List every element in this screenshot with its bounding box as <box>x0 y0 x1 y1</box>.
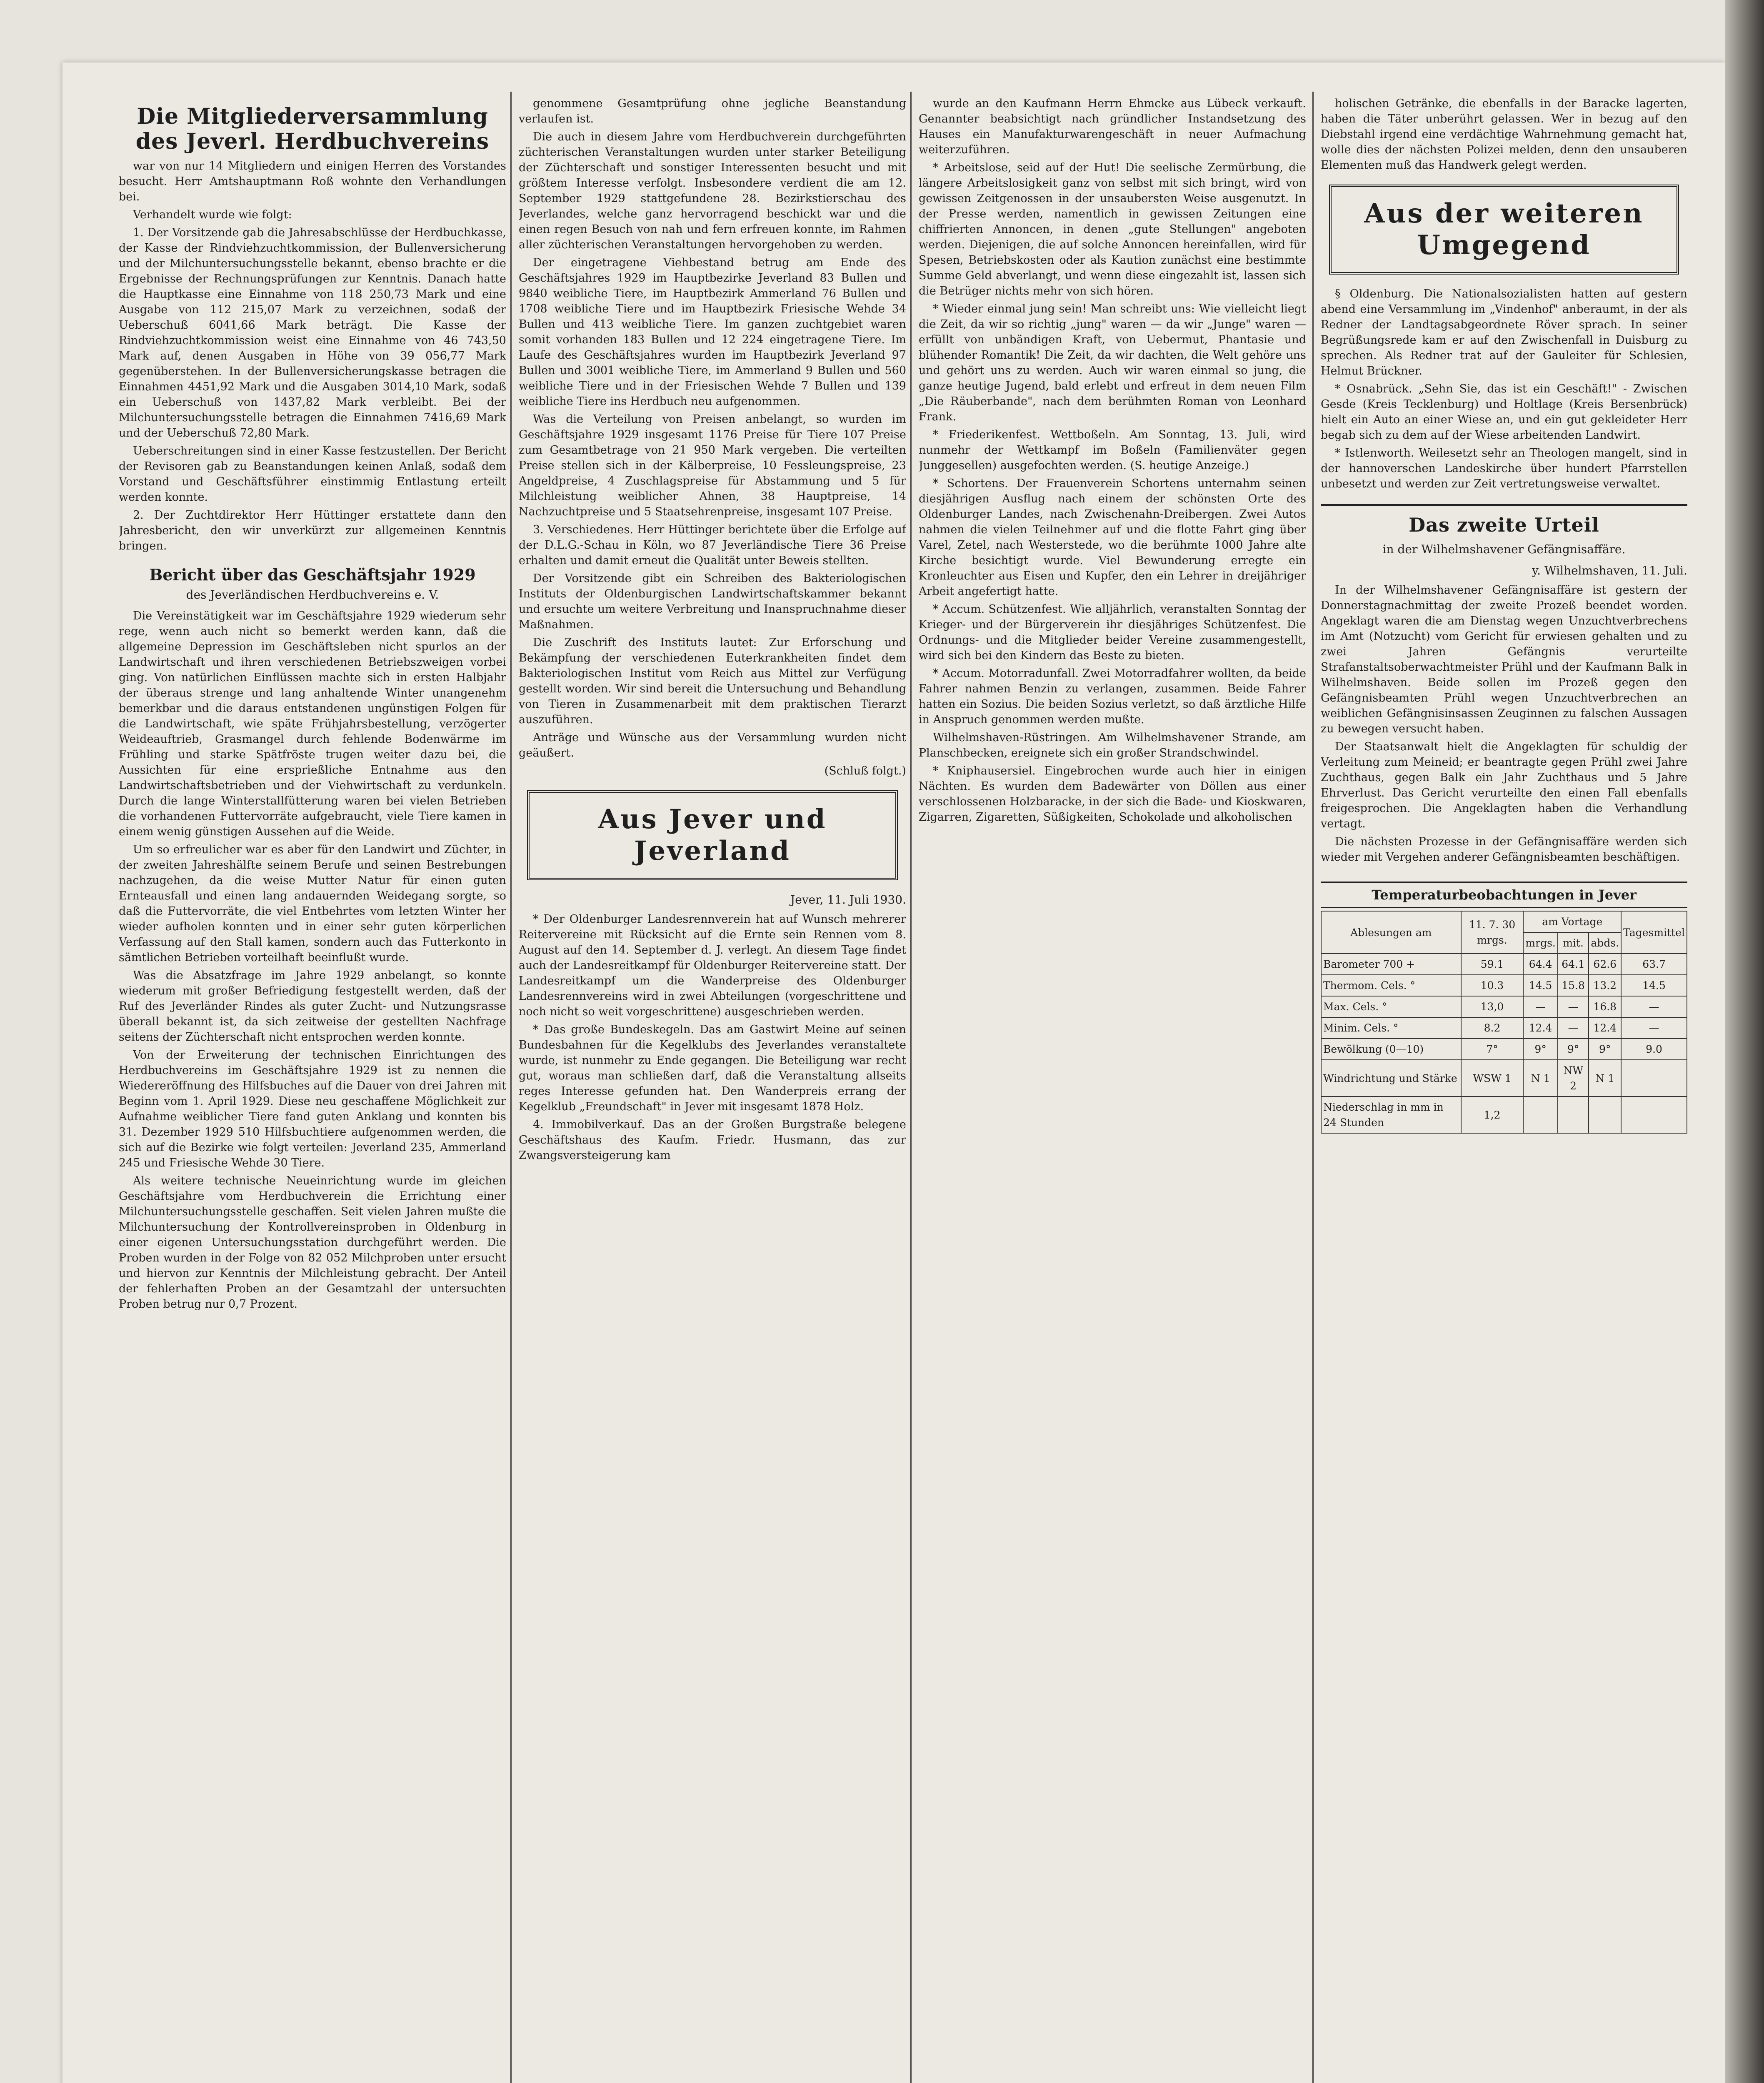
table-header: abds. <box>1589 932 1621 954</box>
paragraph: Der eingetragene Viehbestand betrug am Ende des Geschäftsjahres 1929 im Hauptbezirke Jeverland 83 Bullen und 9840 weibliche Tiere, im Hauptbezirk Ammerland 76 Bullen und 1708 weibliche Tiere und im Hauptbezirk Friesische Wehde 34 Bullen und 413 weibliche Tiere. Im ganzen zuchtgebiet waren somit vorhanden 183 Bullen und 12 224 eingetragene Tiere. Im Laufe des Geschäftsjahres wurden im Hauptbezirk Jeverland 97 Bullen und 3001 weibliche Tiere, im Ammerland 9 Bullen und 560 weibliche Tiere und in der Friesischen Wehde 7 Bullen und 139 weibliche Tiere ins Herdbuch neu aufgenommen. <box>519 256 906 408</box>
dateline: Jever, 11. Juli 1930. <box>790 893 906 907</box>
paragraph: genommene Gesamtprüfung ohne jegliche Beanstandung verlaufen ist. <box>519 97 906 125</box>
table-cell: 13,0 <box>1461 996 1524 1017</box>
headline: Das zweite Urteil <box>1321 504 1687 537</box>
table-cell: 12.4 <box>1589 1017 1621 1039</box>
dateline: y. Wilhelmshaven, 11. Juli. <box>1532 564 1687 577</box>
paragraph: Die Zuschrift des Instituts lautet: Zur Erforschung und Bekämpfung der verschiedenen Euterkrankheiten findet dem Bakteriologischen Institut vom Reich aus Mittel zur Verfügung gestellt worden. Wir sind bereit die Untersuchung und Behandlung von Tieren in Zusammenarbeit mit dem praktischen Tierarzt auszuführen. <box>519 636 906 726</box>
table-cell: — <box>1523 996 1557 1017</box>
paragraph: * Kniphausersiel. Eingebrochen wurde auch hier in einigen Nächten. Es wurden dem Badewärter von Döllen aus einer verschlossenen Holzbaracke, in der sich die Bade- und Kioskwaren, Zigarren, Zigaretten, Süßigkeiten, Schokolade und alkoholischen <box>919 764 1306 824</box>
table-cell: — <box>1621 1017 1687 1039</box>
table-cell: Windrichtung und Stärke <box>1321 1060 1461 1096</box>
table-cell: — <box>1558 996 1589 1017</box>
table-row <box>1321 1017 1687 1039</box>
table-cell <box>1558 1096 1589 1133</box>
table-cell: 9° <box>1558 1039 1589 1060</box>
section-box-title: Aus Jever und Jeverland <box>527 790 898 880</box>
weather-table <box>1321 911 1687 1134</box>
paragraph: 3. Verschiedenes. Herr Hüttinger berichtete über die Erfolge auf der D.L.G.-Schau in Köln, wo 87 Jeverländische Tiere 36 Preise erhalten und damit erneut die Qualität unter Beweis stellten. <box>519 523 906 567</box>
paragraph: Was die Absatzfrage im Jahre 1929 anbelangt, so konnte wiederum mit großer Befriedigung festgestellt werden, daß der Ruf des Jeverländer Rindes als guter Zucht- und Nutzungsrasse überall bekannt ist, da sich zeitweise der gestellten Nachfrage seitens der Züchterschaft nicht entsprochen werden konnte. <box>119 969 506 1044</box>
table-header: mrgs. <box>1523 932 1557 954</box>
paragraph: 1. Der Vorsitzende gab die Jahresabschlüsse der Herdbuchkasse, der Kasse der Rindviehzuchtkommission, der Bullenversicherung und der Milchuntersuchungsstelle bekannt, ebenso brachte er die Ergebnisse der Rechnungsprüfungen zur Kenntnis. Danach hatte die Hauptkasse eine Einnahme von 118 250,73 Mark und eine Ausgabe von 112 215,07 Mark zu verzeichnen, sodaß der Ueberschuß 6041,66 Mark beträgt. Die Kasse der Rindviehzuchtkommission weist eine Einnahme von 46 743,50 Mark auf, denen Ausgaben in Höhe von 39 056,77 Mark gegenüberstehen. In der Bullenversicherungskasse betragen die Einnahmen 4451,92 Mark und die Ausgaben 3014,10 Mark, sodaß ein Ueberschuß von 1437,82 Mark verbleibt. Bei der Milchuntersuchungsstelle betragen die Einnahmen 7416,69 Mark und der Ueberschuß 72,80 Mark. <box>119 226 506 440</box>
table-cell <box>1523 1096 1557 1133</box>
table-row <box>1321 1060 1687 1096</box>
paragraph: Die nächsten Prozesse in der Gefängnisaffäre werden sich wieder mit Vergehen anderer Gefängnisbeamten beschäftigen. <box>1321 835 1687 864</box>
paragraph: Von der Erweiterung der technischen Einrichtungen des Herdbuchvereins im Geschäftsjahre 1929 ist zu nennen die Wiedereröffnung des Hilfsbuches auf die Dauer von drei Jahren mit Beginn vom 1. April 1929. Diese neu geschaffene Möglichkeit zur Aufnahme weiblicher Tiere fand guten Anklang und konnten bis 31. Dezember 1929 510 Hilfsbuchtiere aufgenommen werden, die sich auf die Bezirke wie folgt verteilen: Jeverland 235, Ammerland 245 und Friesische Wehde 30 Tiere. <box>119 1049 506 1169</box>
table-cell: N 1 <box>1589 1060 1621 1096</box>
table-cell: — <box>1558 1017 1589 1039</box>
paragraph: Der Staatsanwalt hielt die Angeklagten für schuldig der Verleitung zum Meineid; er beantragte gegen Prühl zwei Jahre Zuchthaus, gegen Balk ein Jahr Zuchthaus und 5 Jahre Ehrverlust. Das Gericht verurteilte den einen Fall ebenfalls freigesprochen. Die Angeklagten haben die Verhandlung vertagt. <box>1321 740 1687 830</box>
table-cell: 59.1 <box>1461 954 1524 975</box>
table-cell: Bewölkung (0—10) <box>1321 1039 1461 1060</box>
paragraph: Was die Verteilung von Preisen anbelangt, so wurden im Geschäftsjahre 1929 insgesamt 1176 Preise für Tiere 107 Preise zum Gesamtbetrage von 21 950 Mark vergeben. Die verteilten Preise stellen sich in der Kälberpreise, 10 Fessleungspreise, 23 Angeldpreise, 4 Zuschlagspreise für Abstammung und 5 für Milchleistung weiblicher Ahnen, 38 Hauptpreise, 14 Nachzuchtpreise und 5 Staatsehrenpreise, insgesamt 107 Preise. <box>519 413 906 518</box>
continued-note: (Schluß folgt.) <box>824 764 906 777</box>
paragraph: * Accum. Motorradunfall. Zwei Motorradfahrer wollten, da beide Fahrer nahmen Benzin zu verlangen, zusammen. Beide Fahrer hatten ein Sozius. Die beiden Sozius verletzt, so daß ärztliche Hilfe in Anspruch genommen werden mußte. <box>919 667 1306 726</box>
table-cell: 7° <box>1461 1039 1524 1060</box>
paragraph: * Istlenworth. Weilesetzt sehr an Theologen mangelt, sind in der hannoverschen Landeskirche über hundert Pfarrstellen unbesetzt und werden zur Zeit vertretungsweise verwaltet. <box>1321 447 1687 490</box>
table-cell: 62.6 <box>1589 954 1621 975</box>
table-cell: Niederschlag in mm in 24 Stunden <box>1321 1096 1461 1133</box>
paragraph: Die Vereinstätigkeit war im Geschäftsjahre 1929 wiederum sehr rege, wenn auch nicht so bemerkt werden kann, daß die allgemeine Depression im Geschäftsleben nicht spurlos an der Landwirtschaft und ihren verschiedenen Betriebszweigen vorbei ging. Von natürlichen Einflüssen machte sich in ersten Halbjahr der überaus strenge und lang anhaltende Winter unangenehm bemerkbar und die daraus entstandenen ungünstigen Folgen für die Landwirtschaft, wie späte Frühjahrsbestellung, verzögerter Weideauftrieb, Grasmangel durch fehlende Bodenwärme im Frühling und starke Spätfröste trugen weiter dazu bei, die Aussichten für eine ersprießliche Entnahme aus den Landwirtschaftsbetrieben und der Viehwirtschaft zu verdunkeln. Durch die lange Winterstallfütterung waren bei vielen Betrieben die vorhandenen Futtervorräte aufgebraucht, viele Tiere kamen in einem wenig günstigen Aussehen auf die Weide. <box>119 609 506 838</box>
paragraph: holischen Getränke, die ebenfalls in der Baracke lagerten, haben die Täter unberührt gelassen. Wer in bezug auf den Diebstahl irgend eine verdächtige Wahrnehmung gemacht hat, wolle dies der nächsten Polizei melden, denn den unsauberen Elementen muß das Handwerk gelegt werden. <box>1321 97 1687 172</box>
subline: des Jeverländischen Herdbuchvereins e. V. <box>186 588 439 602</box>
table-cell: 63.7 <box>1621 954 1687 975</box>
table-cell: 16.8 <box>1589 996 1621 1017</box>
table-cell <box>1589 1096 1621 1133</box>
table-cell: 9° <box>1523 1039 1557 1060</box>
table-row <box>1321 1039 1687 1060</box>
table-cell: 9° <box>1589 1039 1621 1060</box>
paragraph: wurde an den Kaufmann Herrn Ehmcke aus Lübeck verkauft. Genannter beabsichtigt nach gründlicher Instandsetzung des Hauses ein Manufakturwarengeschäft in neuer Aufmachung weiterzuführen. <box>919 97 1306 156</box>
table-cell: 14.5 <box>1621 975 1687 996</box>
table-cell: Thermom. Cels. ° <box>1321 975 1461 996</box>
section-box-title: Aus der weiteren Umgegend <box>1329 185 1679 275</box>
paragraph: Verhandelt wurde wie folgt: <box>133 208 292 221</box>
table-cell <box>1621 1060 1687 1096</box>
paragraph: Als weitere technische Neueinrichtung wurde im gleichen Geschäftsjahre vom Herdbuchverein die Errichtung einer Milchuntersuchungsstelle geschaffen. Seit vielen Jahren mußte die Milchuntersuchung der Kontrollvereinsproben in Oldenburg in einer eigenen Untersuchungsstation durchgeführt werden. Die Proben wurden in der Folge von 82 052 Milchproben unter ersucht und hiervon zur Kenntnis der Milchleistung gebracht. Der Anteil der fehlerhaften Proben an der Gesamtzahl der untersuchten Proben betrug nur 0,7 Prozent. <box>119 1174 506 1311</box>
column-rule <box>510 92 512 2083</box>
table-header: 11. 7. 30 mrgs. <box>1461 911 1524 954</box>
paragraph: * Friederikenfest. Wettboßeln. Am Sonntag, 13. Juli, wird nunmehr der Wettkampf im Boßeln (Familienväter gegen Junggesellen) ausgefochten werden. (S. heutige Anzeige.) <box>919 428 1306 472</box>
table-row <box>1321 1096 1687 1133</box>
paragraph: Um so erfreulicher war es aber für den Landwirt und Züchter, in der zweiten Jahreshälfte seinem Berufe und seinen Bestrebungen nachzugehen, da die weise Mutter Natur für einen guten Ernteausfall und einen lang andauernden Weidegang sorgte, so daß die Futtervorräte, die viel Entbehrtes vom letzten Winter her wieder aufholen konnten und in einer sehr guten körperlichen Verfassung auf den Stall kamen, sondern auch das Futterkonto in sämtlichen Betrieben vorteilhaft beeinflußt wurde. <box>119 843 506 964</box>
paragraph: * Accum. Schützenfest. Wie alljährlich, veranstalten Sonntag der Krieger- und der Bürgerverein ihr diesjähriges Schützenfest. Die Ordnungs- und die Mitglieder beider Vereine zusammengestellt, wird sich bei den Kindern das Beste zu bieten. <box>919 603 1306 662</box>
table-cell: 10.3 <box>1461 975 1524 996</box>
table-cell: 9.0 <box>1621 1039 1687 1060</box>
column-4 <box>1321 96 1687 2083</box>
table-cell <box>1621 1096 1687 1133</box>
paragraph: Der Vorsitzende gibt ein Schreiben des Bakteriologischen Instituts der Oldenburgischen Landwirtschaftskammer bekannt und ersuchte um weitere Verbreitung und Inanspruchnahme dieser Maßnahmen. <box>519 572 906 631</box>
paragraph: Wilhelmshaven-Rüstringen. Am Wilhelmshavener Strande, am Planschbecken, ereignete sich ein großer Strandschwindel. <box>919 731 1306 759</box>
paragraph: 4. Immobilverkauf. Das an der Großen Burgstraße belegene Geschäftshaus des Kaufm. Friedr. Husmann, das zur Zwangsversteigerung kam <box>519 1118 906 1162</box>
paragraph: Anträge und Wünsche aus der Versammlung wurden nicht geäußert. <box>519 731 906 759</box>
table-cell: Barometer 700 + <box>1321 954 1461 975</box>
paragraph: war von nur 14 Mitgliedern und einigen Herren des Vorstandes besucht. Herr Amtshauptmann Roß wohnte den Verhandlungen bei. <box>119 160 506 203</box>
paragraph: * Das große Bundeskegeln. Das am Gastwirt Meine auf seinen Bundesbahnen für die Kegelklubs des Jeverlandes veranstaltete wurde, ist nunmehr zu Ende gegangen. Die Beteiligung war recht gut, woraus man schließen darf, daß die Veranstaltung allseits reges Interesse gefunden hat. Den Wanderpreis errang der Kegelklub „Freundschaft" in Jever mit insgesamt 1878 Holz. <box>519 1023 906 1113</box>
paragraph: * Arbeitslose, seid auf der Hut! Die seelische Zermürbung, die längere Arbeitslosigkeit ganz von selbst mit sich bringt, wird von gewissen Zeitgenossen in der unsaubersten Weise ausgenutzt. In der Presse werden, namentlich in gewissen Zeitungen eine chiffrierten Annoncen, in denen „gute Stellungen" angeboten werden. Diejenigen, die auf solche Annoncen hereinfallen, wird für Spesen, Betriebskosten oder als Kaution zunächst eine bestimmte Summe Geld abverlangt, und wenn diese eingezahlt ist, lassen sich die Betrüger nichts mehr von sich hören. <box>919 161 1306 297</box>
table-header-group: am Vortage <box>1523 911 1621 932</box>
paragraph: Ueberschreitungen sind in einer Kasse festzustellen. Der Bericht der Revisoren gab zu Beanstandungen keinen Anlaß, sodaß dem Vorstand und Geschäftsführer einstimmig Entlastung erteilt werden konnte. <box>119 445 506 504</box>
column-3 <box>919 96 1306 2083</box>
table-cell: 15.8 <box>1558 975 1589 996</box>
paragraph: 2. Der Zuchtdirektor Herr Hüttinger erstattete dann den Jahresbericht, den wir unverkürzt zur allgemeinen Kenntnis bringen. <box>119 509 506 552</box>
paragraph: * Der Oldenburger Landesrennverein hat auf Wunsch mehrerer Reitervereine mit Rücksicht auf die Ernte sein Rennen vom 8. August auf den 14. September d. J. verlegt. An diesem Tage findet auch der Landesreitkampf für Oldenburger Reitervereine statt. Der Landesreitkampf um die Wanderpreise des Oldenburger Landesrennvereins wird in zwei Abteilungen (vorgeschrittene und noch nicht so weit vorgeschrittene) ausgeschrieben werden. <box>519 913 906 1018</box>
table-cell: — <box>1621 996 1687 1017</box>
table-cell: 1,2 <box>1461 1096 1524 1133</box>
table-row <box>1321 975 1687 996</box>
table-header: Ablesungen am <box>1321 911 1461 954</box>
paragraph: * Wieder einmal jung sein! Man schreibt uns: Wie vielleicht liegt die Zeit, da wir so richtig „jung" waren — da wir „Junge" waren — erfüllt von unbändigen Kraft, von Uebermut, Phantasie und blühender Romantik! Die Zeit, da wir dachten, die Welt gehöre uns und gehört uns zu werden. Auch wir waren einmal so jung, die ganze heutige Jugend, bald erlebt und erfreut in dem neuen Film „Die Räuberbande", nach dem berühmten Roman von Leonhard Frank. <box>919 302 1306 423</box>
paragraph: Die auch in diesem Jahre vom Herdbuchverein durchgeführten züchterischen Veranstaltungen wurden unter starker Beteiligung der Züchterschaft und sonstiger Interessenten besucht und mit größtem Interesse verfolgt. Insbesondere verdient die am 12. September 1929 stattgefundene 28. Bezirkstierschau des Jeverlandes, welche ganz hervorragend beschickt war und die einen regen Besuch von nah und fern erfreuen konnte, im Rahmen aller züchterischen Veranstaltungen hervorgehoben zu werden. <box>519 130 906 251</box>
subheadline: Bericht über das Geschäftsjahr 1929 <box>149 565 476 584</box>
weather-table-title: Temperaturbeobachtungen in Jever <box>1321 882 1687 908</box>
table-cell: Minim. Cels. ° <box>1321 1017 1461 1039</box>
table-cell: 14.5 <box>1523 975 1557 996</box>
column-rule <box>1312 92 1314 2083</box>
headline: Die Mitgliederversammlung des Jeverl. Herdbuchvereins <box>135 104 490 154</box>
table-cell: N 1 <box>1523 1060 1557 1096</box>
table-cell: 8.2 <box>1461 1017 1524 1039</box>
table-row <box>1321 996 1687 1017</box>
subline: in der Wilhelmshavener Gefängnisaffäre. <box>1382 542 1626 556</box>
table-cell: 13.2 <box>1589 975 1621 996</box>
column-2 <box>519 96 906 2083</box>
paragraph: § Oldenburg. Die Nationalsozialisten hatten auf gestern abend eine Versammlung im „Vindenhof" anberaumt, in der als Redner der Landtagsabgeordnete Röver sprach. In seiner Begrüßungsrede kam er auf den Zwischenfall in Duisburg zu sprechen. Als Redner trat auf der Gauleiter für Schlesien, Helmut Brückner. <box>1321 287 1687 377</box>
paragraph: In der Wilhelmshavener Gefängnisaffäre ist gestern der Donnerstagnachmittag der zweite Prozeß beendet worden. Angeklagt waren die am Dienstag wegen Unzuchtverbrechens im Amt (Notzucht) vom Gericht für erwiesen gehalten und zu zwei Jahren Gefängnis verurteilte Strafanstaltsoberwachtmeister Prühl und der Kaufmann Balk in Wilhelmshaven. Beide sollen im Prozeß gegen den Gefängnisbeamten Prühl wegen Unzuchtverbrechen an weiblichen Gefängnisinsassen Zeuginnen zu falschen Aussagen zu bewegen versucht haben. <box>1321 584 1687 735</box>
paragraph: * Osnabrück. „Sehn Sie, das ist ein Geschäft!" - Zwischen Gesde (Kreis Tecklenburg) und Holtlage (Kreis Bersenbrück) hielt ein Auto an einer Wiese an, und ein gut gekleideter Herr begab sich zu dem auf der Wiese arbeitenden Landwirt. <box>1321 382 1687 442</box>
column-rule <box>910 92 912 2083</box>
paragraph: * Schortens. Der Frauenverein Schortens unternahm seinen diesjährigen Ausflug nach einem der schönsten Orte des Oldenburger Landes, nach Zwischenahn-Dreibergen. Zwei Autos nahmen die vielen Teilnehmer auf und die flotte Fahrt ging über Varel, Zetel, nach Westerstede, wo die berühmte 1000 Jahre alte Kirche besichtigt wurde. Viel Bewunderung erregte ein Kronleuchter aus Eisen und Kupfer, den ein Lehrer in dreijähriger Arbeit angefertigt hatte. <box>919 477 1306 598</box>
table-cell: 64.4 <box>1523 954 1557 975</box>
table-cell: 64.1 <box>1558 954 1589 975</box>
table-header: Tagesmittel <box>1621 911 1687 954</box>
book-binding-edge <box>1725 0 1764 2083</box>
table-header: mit. <box>1558 932 1589 954</box>
table-cell: Max. Cels. ° <box>1321 996 1461 1017</box>
table-cell: 12.4 <box>1523 1017 1557 1039</box>
table-row <box>1321 954 1687 975</box>
table-cell: WSW 1 <box>1461 1060 1524 1096</box>
table-cell: NW 2 <box>1558 1060 1589 1096</box>
column-1 <box>119 96 506 2083</box>
